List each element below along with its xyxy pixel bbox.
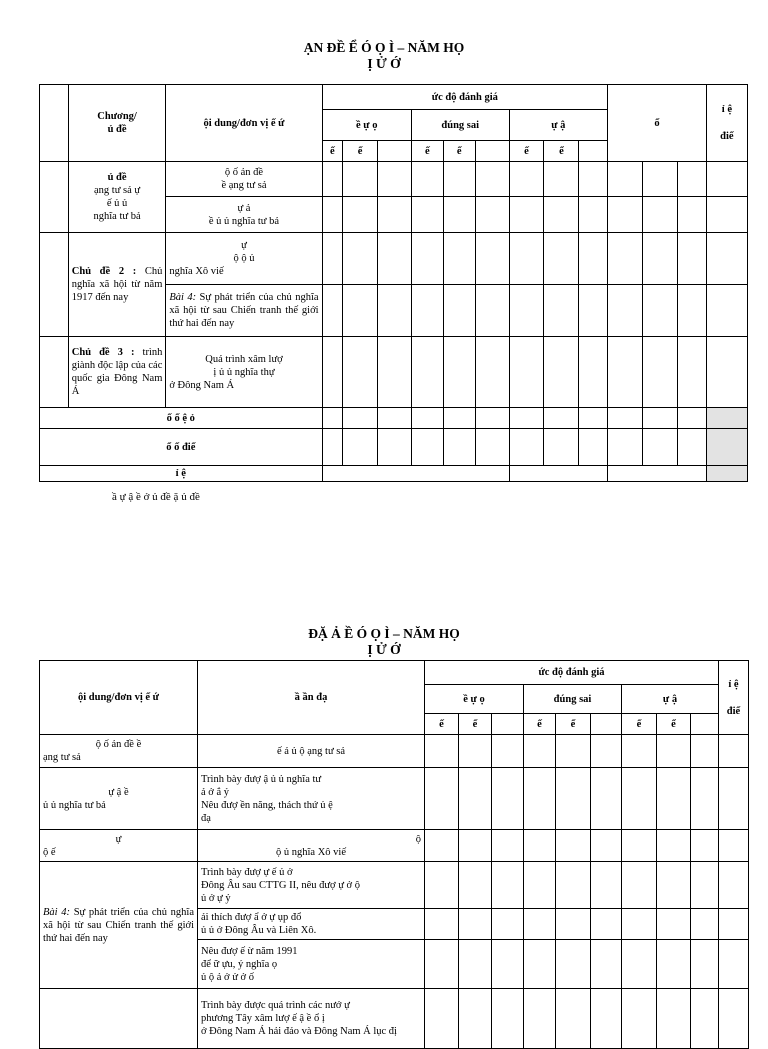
doc1-title-line2: Ị Ử Ớ — [367, 56, 401, 71]
doc2-title-line1: ĐẶ Ả Ề Ó Ọ Ì – NĂM HỌ — [308, 626, 460, 641]
doc1-group-3: ự ậ — [509, 110, 608, 141]
doc1-noidung-5: Quá trình xâm lượ ị ủ ủ nghĩa thự ở Đông Nam Á — [166, 337, 322, 408]
doc2-group-2: đúng sai — [524, 685, 622, 714]
doc1-header-tile: ỉ ệ điể — [706, 85, 747, 162]
doc2-yeucau-6: Nêu đượ ế ừ năm 1991 để ữ ựu, ý nghĩa ọ ủ ộ ả ở ử ở ố — [198, 940, 425, 989]
doc1-noidung-2: ự ả ề ủ ủ nghĩa tư bả — [166, 197, 322, 233]
doc2-yeucau-3: ộ ộ ủ nghĩa Xô viế — [198, 830, 425, 862]
doc2-header-mucdo: ức độ đánh giá — [425, 661, 719, 685]
doc1-header-mucdo: ức độ đánh giá — [322, 85, 608, 110]
doc1-sum-tile: ỉ ệ — [40, 466, 323, 482]
doc1-sub-b2: ể — [443, 141, 475, 162]
doc2-yeucau-2: Trình bày đượ ậ ủ ủ nghĩa tư ả ở ắ ỷ Nêu đượ ền năng, thách thứ ủ ệ đạ — [198, 768, 425, 830]
doc1-noidung-3: ự ộ ộ ủ nghĩa Xô viế — [166, 233, 322, 285]
doc2-noidung-1: ộ ố ản đề ề ạng tư sả — [40, 735, 198, 768]
doc2-noidung-4: Bài 4: Sự phát triển của chủ nghĩa xã hội từ sau Chiến tranh thế giới thứ hai đến nay — [40, 862, 198, 989]
doc2-group-1: ề ự ọ — [425, 685, 524, 714]
doc1-group-2: đúng sai — [411, 110, 509, 141]
doc2-spec-table — [39, 660, 749, 1049]
doc1-noidung-4: Bài 4: Sự phát triển của chủ nghĩa xã hội từ sau Chiến tranh thế giới thứ hai đến nay — [166, 285, 322, 337]
doc2-title-line2: Ị Ử Ớ — [367, 642, 401, 657]
doc2-sub-a1: ế — [425, 714, 459, 735]
doc1-sub-c1 — [378, 141, 412, 162]
doc2-header-yeucau: ầ ần đạ — [198, 661, 425, 735]
doc2-sub-b3: ể — [657, 714, 691, 735]
doc1-sub-a2: ế — [411, 141, 443, 162]
doc2-sub-a3: ế — [622, 714, 657, 735]
doc1-sum-tongdiem: ổ ố điể — [40, 429, 323, 466]
doc1-sub-c2 — [475, 141, 509, 162]
doc1-note: ầ ự ậ ề ở ủ đề ặ ủ đề — [112, 491, 200, 503]
doc2-noidung-3: ự ộ ế — [40, 830, 198, 862]
doc1-sub-a3: ế — [509, 141, 544, 162]
doc1-shaded-cell — [706, 429, 747, 466]
doc2-yeucau-1: ế ả ủ ộ ạng tư sả — [198, 735, 425, 768]
doc1-corner-cell — [40, 85, 69, 162]
doc2-sub-b1: ể — [459, 714, 492, 735]
doc1-chude2: Chủ đề 2 : Chủ nghĩa xã hội từ năm 1917 đến nay — [68, 233, 166, 337]
doc1-sub-b1: ể — [343, 141, 378, 162]
doc1-shaded-cell — [706, 408, 747, 429]
doc2-group-3: ự ậ — [622, 685, 719, 714]
doc1-sub-c3 — [579, 141, 608, 162]
doc1-header-tong: ổ — [608, 85, 707, 162]
doc2-noidung-2: ự ậ ề ủ ủ nghĩa tư bả — [40, 768, 198, 830]
doc2-header-noidung: ội dung/đơn vị ế ứ — [40, 661, 198, 735]
doc2-yeucau-4: Trình bày đượ ự ế ủ ở Đông Âu sau CTTG II, nêu đượ ự ở ộ ủ ở ự ỷ — [198, 862, 425, 909]
doc1-noidung-1: ộ ố ản đề ề ạng tư sả — [166, 162, 322, 197]
doc1-header-noidung: ội dung/đơn vị ế ứ — [166, 85, 322, 162]
doc1-chude3: Chủ đề 3 : trình giành độc lập của các quốc gia Đông Nam Á — [68, 337, 166, 408]
doc1-sum-socau: ố ố ệ ỏ — [40, 408, 323, 429]
doc1-shaded-cell — [706, 466, 747, 482]
doc1-sub-a1: ế — [322, 141, 343, 162]
doc1-title-line1: ẠN ĐỀ Ể Ó Ọ Ì – NĂM HỌ — [303, 40, 465, 55]
doc2-yeucau-7: Trình bày được quá trình các nướ ự phương Tây xâm lượ ế ậ ề ổ ị ở Đông Nam Á hải đảo và Đông Nam Á lục đị — [198, 989, 425, 1049]
doc1-header-chuong: Chương/ ủ đề — [68, 85, 166, 162]
doc1-sub-b3: ể — [544, 141, 579, 162]
doc2-header-tile: ỉ ệ điể — [719, 661, 749, 735]
doc2-yeucau-5: ải thích đượ ẩ ở ự ụp đổ ủ ủ ở Đông Âu và Liên Xô. — [198, 909, 425, 940]
doc1-chude1: ủ đề ạng tư sả ự ế ủ ủ nghĩa tư bả — [68, 162, 166, 233]
doc1-group-1: ề ự ọ — [322, 110, 411, 141]
doc1-matrix-table — [39, 84, 748, 482]
doc2-sub-b2: ể — [556, 714, 591, 735]
doc2-sub-a2: ế — [524, 714, 556, 735]
